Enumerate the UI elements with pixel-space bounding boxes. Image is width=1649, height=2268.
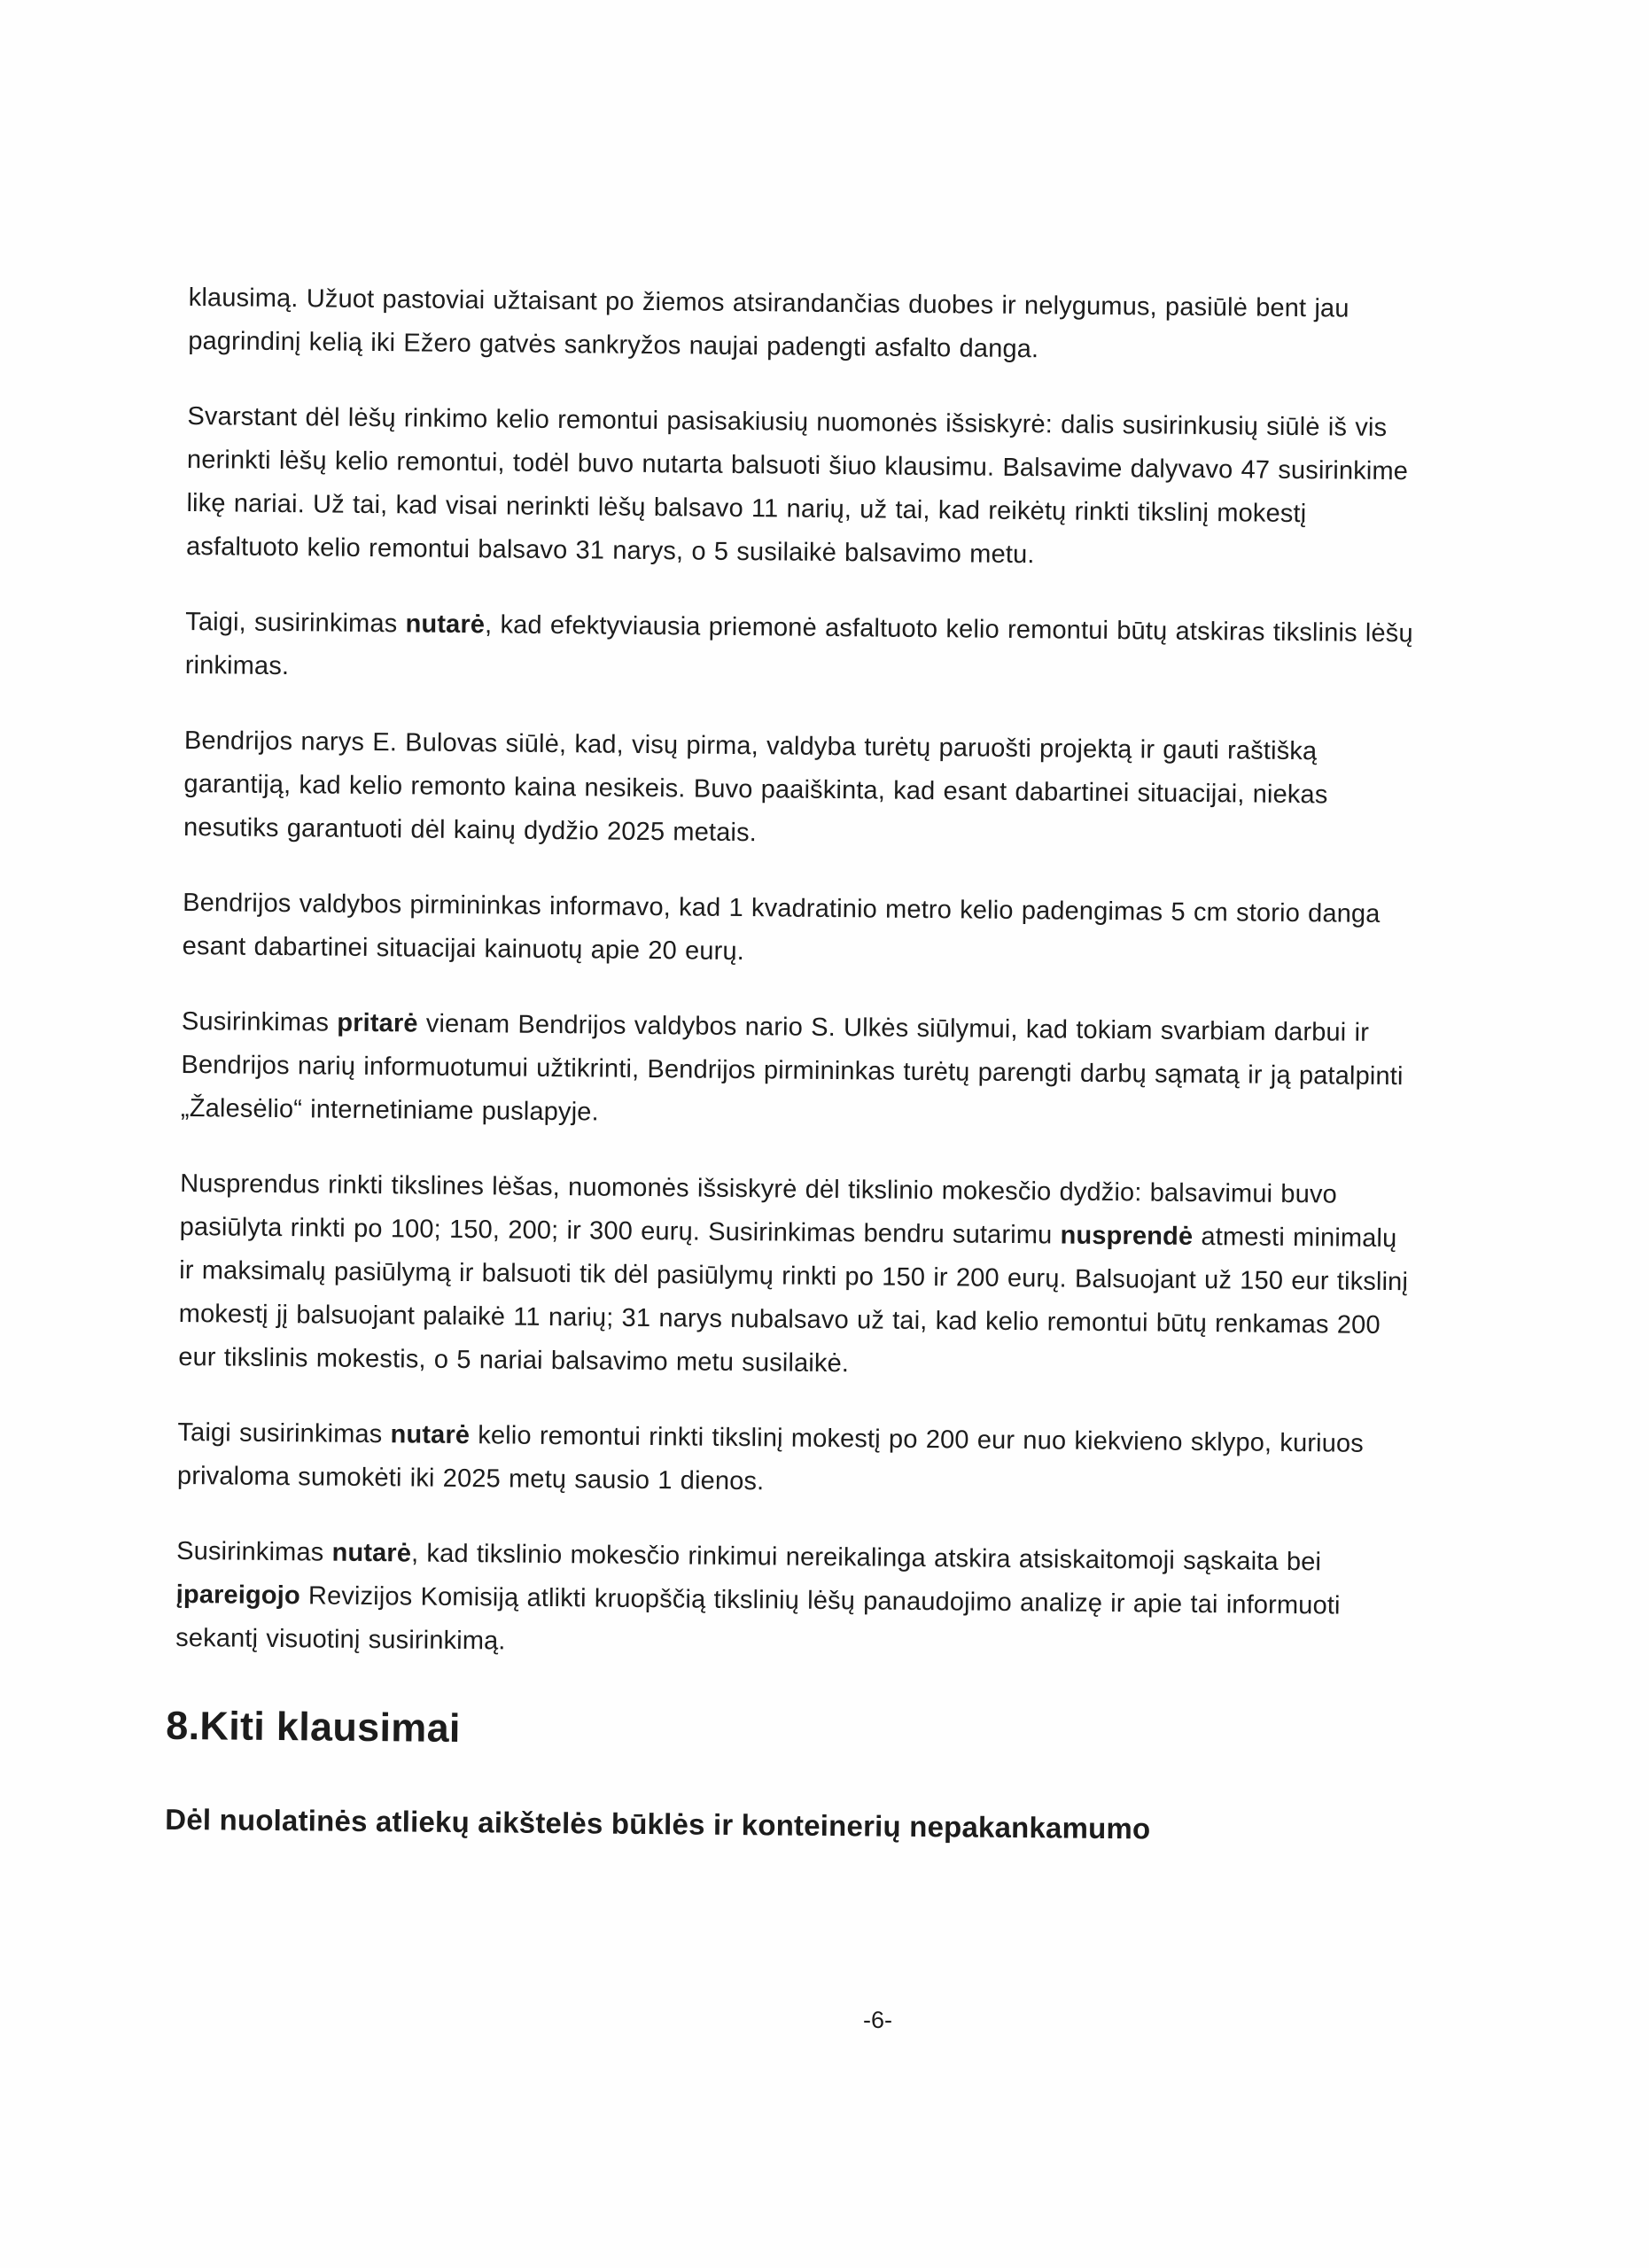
paragraph-text: vienam Bendrijos valdybos nario S. Ulkės siūlymui, kad tokiam svarbiam darbui ir Bendrijos narių informuotumui užtikrinti, Bendrijos pirmininkas turėtų parengti darbų sąmatą ir ją patalpinti „Žalesėlio“ internetiniame puslapyje.	[180, 1009, 1404, 1127]
section-heading: 8.Kiti klausimai	[166, 1702, 461, 1751]
paragraph-p7	[178, 1162, 1413, 1391]
paragraph-text: Revizijos Komisiją atlikti kruopščią tikslinių lėšų panaudojimo analizę ir apie tai informuoti sekantį visuotinį susirinkimą.	[175, 1581, 1341, 1656]
paragraph-p1	[188, 276, 1422, 375]
emphasis-text: nutarė	[390, 1420, 471, 1450]
paragraph-text: Bendrijos narys E. Bulovas siūlė, kad, visų pirma, valdyba turėtų paruošti projektą ir gauti raštišką garantiją, kad kelio remonto kaina nesikeis. Buvo paaiškinta, kad esant dabartinei situacijai, niekas nesutiks garantuoti dėl kainų dydžio 2025 metais.	[183, 726, 1328, 848]
paragraph-text: Susirinkimas	[176, 1536, 332, 1567]
emphasis-text: įpareigojo	[175, 1580, 300, 1611]
paragraph-p3	[185, 601, 1420, 699]
emphasis-text: nusprendė	[1060, 1221, 1194, 1251]
paragraph-text: Bendrijos valdybos pirmininkas informavo, kad 1 kvadratinio metro kelio padengimas 5 cm storio danga esant dabartinei situacijai kainuotų apie 20 eurų.	[182, 888, 1381, 967]
paragraph-text: atmesti minimalų ir maksimalų pasiūlymą ir balsuoti tik dėl pasiūlymų rinkti po 150 ir 200 eurų. Balsuojant už 150 eur tikslinį mokestį jį balsuojant palaikė 11 narių; 31 narys nubalsavo už tai, kad kelio remontui būtų renkamas 200 eur tikslinis mokestis, o 5 nariai balsavimo metu susilaikė.	[178, 1222, 1409, 1379]
paragraph-p4	[183, 719, 1418, 861]
emphasis-text: pritarė	[337, 1008, 418, 1038]
paragraph-p6	[181, 1000, 1415, 1142]
emphasis-text: nutarė	[405, 610, 486, 640]
paragraph-p8	[177, 1411, 1412, 1510]
page-number: -6-	[863, 2007, 892, 2033]
paragraph-p5	[183, 882, 1417, 980]
paragraph-text: klausimą. Užuot pastoviai užtaisant po žiemos atsirandančias duobes ir nelygumus, pasiūlė bent jau pagrindinį kelią iki Ežero gatvės sankryžos naujai padengti asfalto danga.	[188, 283, 1350, 364]
document-body	[165, 276, 1422, 1851]
paragraph-text: Taigi susirinkimas	[177, 1418, 391, 1449]
paragraph-list	[175, 276, 1422, 1672]
paragraph-p2	[186, 395, 1421, 580]
paragraph-text: Svarstant dėl lėšų rinkimo kelio remontui pasisakiusių nuomonės išsiskyrė: dalis susirinkusių siūlė iš vis nerinkti lėšų kelio remontui, todėl buvo nutarta balsuoti šiuo klausimu. Balsavime dalyvavo 47 susirinkime likę nariai. Už tai, kad visai nerinkti lėšų balsavo 11 narių, už tai, kad reikėtų rinkti tikslinį mokestį asfaltuoto kelio remontui balsavo 31 narys, o 5 susilaikė balsavimo metu.	[185, 401, 1409, 570]
paragraph-text: , kad tikslinio mokesčio rinkimui nereikalinga atskira atsiskaitomoji sąskaita bei	[410, 1539, 1322, 1577]
paragraph-text: Nusprendus rinkti tikslines lėšas, nuomonės išsiskyrė dėl tikslinio mokesčio dydžio: balsavimui buvo pasiūlyta rinkti po 100; 150, 200; ir 300 eurų. Susirinkimas bendru sutarimu	[179, 1169, 1338, 1250]
paragraph-p9	[175, 1530, 1410, 1672]
paragraph-text: Susirinkimas	[181, 1006, 338, 1037]
paragraph-text: kelio remontui rinkti tikslinį mokestį po 200 eur nuo kiekvieno sklypo, kuriuos privaloma sumokėti iki 2025 metų sausio 1 dienos.	[176, 1421, 1365, 1496]
paragraph-text: , kad efektyviausia priemonė asfaltuoto kelio remontui būtų atskiras tikslinis lėšų rinkimas.	[184, 610, 1413, 681]
sub-heading: Dėl nuolatinės atliekų aikštelės būklės ir konteinerių nepakankamumo	[165, 1802, 1151, 1845]
emphasis-text: nutarė	[331, 1538, 412, 1568]
paragraph-text: Taigi, susirinkimas	[185, 607, 406, 639]
